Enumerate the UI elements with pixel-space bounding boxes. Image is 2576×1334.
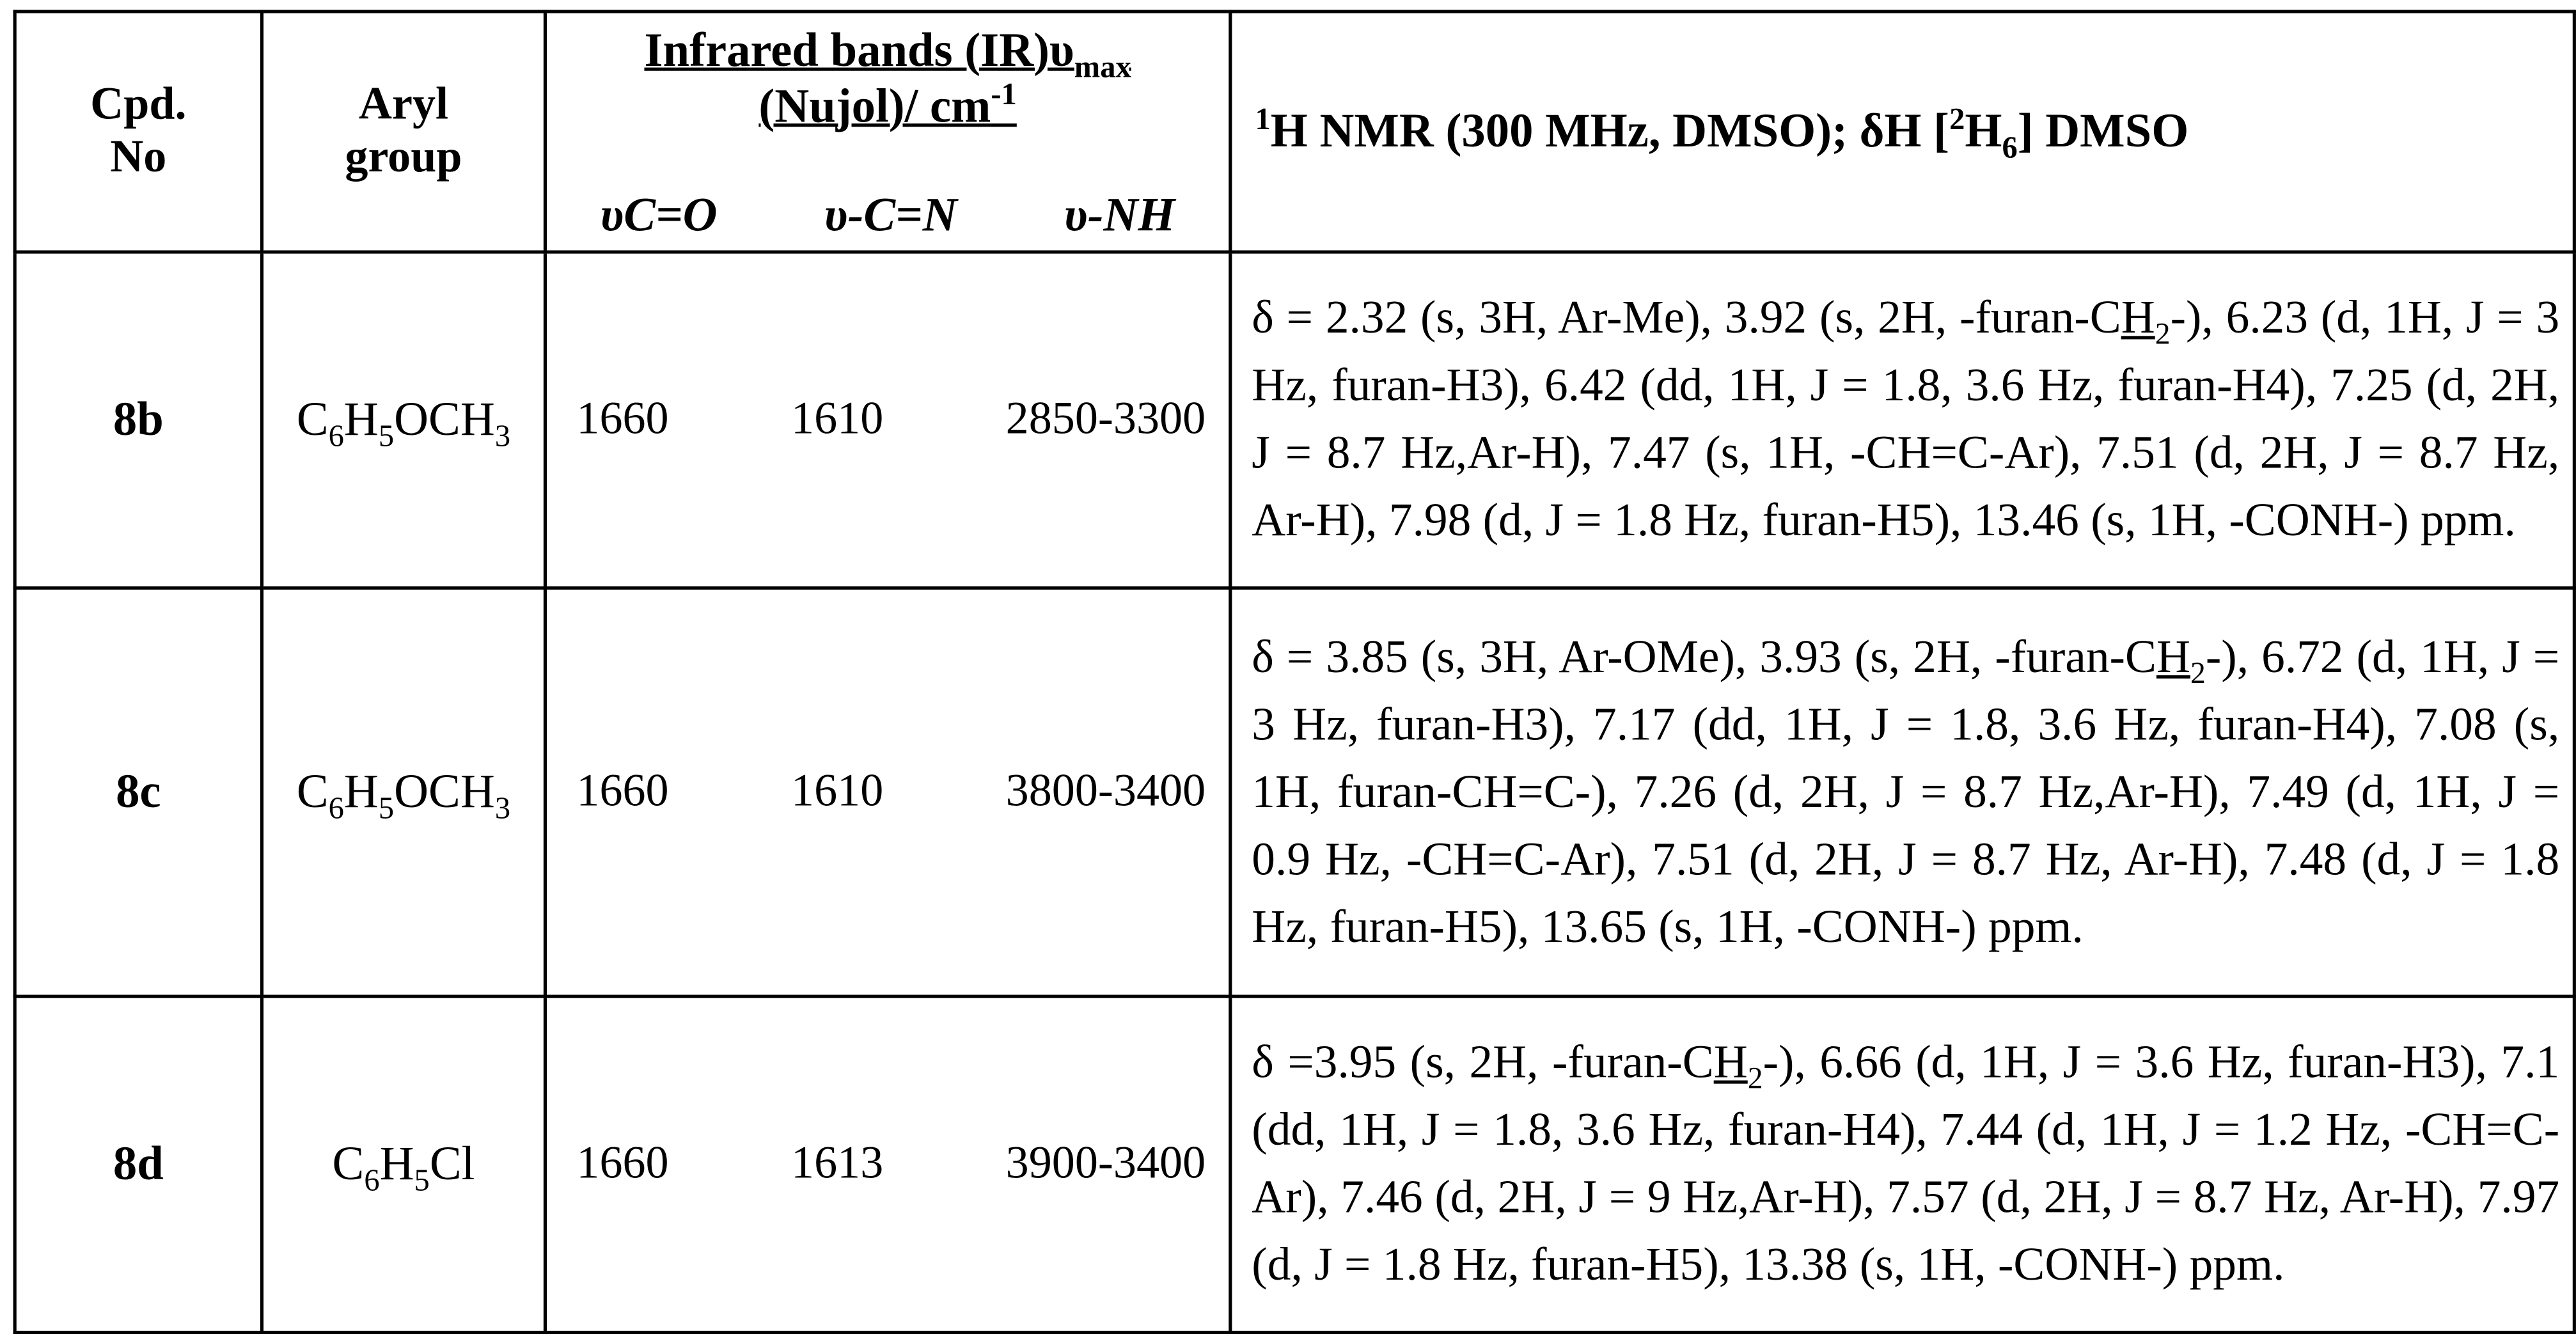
ir-title-line1: Infrared bands (IR)υ [644,24,1074,78]
ir-nh-value: 3900-3400 [1005,1138,1206,1189]
nmr-sup1: 1 [1255,102,1271,137]
cpd-no: 8c [15,588,262,996]
ir-cn-value: 1610 [791,393,884,445]
nmr-sub: 6 [2002,130,2018,166]
nmr-data: δ = 2.32 (s, 3H, Ar-Me), 3.92 (s, 2H, $-furan-CH_2-$), 6.23 (d, 1H, J = 3 Hz, furan-H3), 6.42 (dd, 1H, J = 1.8, 3.6 Hz, furan-H4), 7.25 (d, 2H, J = 8.7 Hz,Ar-H), 7.47 (s, 1H, -CH=C-Ar), 7.51 (d, 2H, J = 8.7 Hz, Ar-H), 7.98 (d, J = 1.8 Hz, furan-H5), 13.46 (s, 1H, -CONH-) ppm. [1230,252,2575,588]
nmr-data: δ =3.95 (s, 2H, $-furan-CH_2-$), 6.66 (d, 1H, J = 3.6 Hz, furan-H3), 7.1 (dd, 1H, J = 1.8, 3.6 Hz, furan-H4), 7.44 (d, 1H, J = 1.2 Hz, -CH=C-Ar), 7.46 (d, 2H, J = 9 Hz,Ar-H), 7.57 (d, 2H, J = 8.7 Hz, Ar-H), 7.97 (d, J = 1.8 Hz, furan-H5), 13.38 (s, 1H, -CONH-) ppm. [1230,996,2575,1332]
ir-nh-value: 2850-3300 [1005,393,1206,445]
nmr-header-a: H NMR (300 MHz, DMSO); δH [ [1270,104,1950,157]
nmr-data: δ = 3.85 (s, 3H, Ar-OMe), 3.93 (s, 2H, $-furan-CH_2-$), 6.72 (d, 1H, J = 3 Hz, furan-H3), 7.17 (dd, 1H, J = 1.8, 3.6 Hz, furan-H4), 7.08 (s, 1H, furan-CH=C-), 7.26 (d, 2H, J = 8.7 Hz,Ar-H), 7.49 (d, 1H, J = 0.9 Hz, -CH=C-Ar), 7.51 (d, 2H, J = 8.7 Hz, Ar-H), 7.48 (d, J = 1.8 Hz, furan-H5), 13.65 (s, 1H, -CONH-) ppm. [1230,588,2575,996]
nmr-header-b: H [1965,104,2002,157]
ir-title-sup: -1 [991,77,1017,113]
ir-header-co: υC=O [600,189,718,242]
nmr-header-c: ] DMSO [2017,104,2189,157]
table-row [15,996,2574,1332]
table-row [15,252,2574,588]
ir-title [547,23,1229,135]
ir-values [545,588,1230,996]
header-ir-bands [545,12,1230,252]
ir-title-line2: (Nujol)/ cm [758,81,991,134]
header-row [15,12,2574,252]
ir-nh-value: 3800-3400 [1005,765,1206,817]
ir-header-cn: υ-C=N [824,189,957,242]
nmr-sup2: 2 [1949,102,1965,137]
spectral-data-table [13,10,2576,1334]
header-cpd-no: Cpd. No [15,12,262,252]
ir-cn-value: 1610 [791,765,884,817]
ir-subheaders [547,189,1229,247]
ir-co-value: 1660 [576,1138,669,1189]
aryl-group: $C_6H_5Cl$ [262,996,545,1332]
ir-values [545,252,1230,588]
aryl-group: $C_6H_5OCH_3$ [262,252,545,588]
cpd-no: 8b [15,252,262,588]
aryl-group: $C_6H_5OCH_3$ [262,588,545,996]
header-aryl-group: Aryl group [262,12,545,252]
header-nmr [1230,12,2575,252]
table-row [15,588,2574,996]
ir-co-value: 1660 [576,393,669,445]
ir-co-value: 1660 [576,765,669,817]
ir-header-nh: υ-NH [1064,189,1175,242]
cpd-no: 8d [15,996,262,1332]
ir-cn-value: 1613 [791,1138,884,1189]
ir-values [545,996,1230,1332]
ir-title-sub: max [1074,51,1131,86]
